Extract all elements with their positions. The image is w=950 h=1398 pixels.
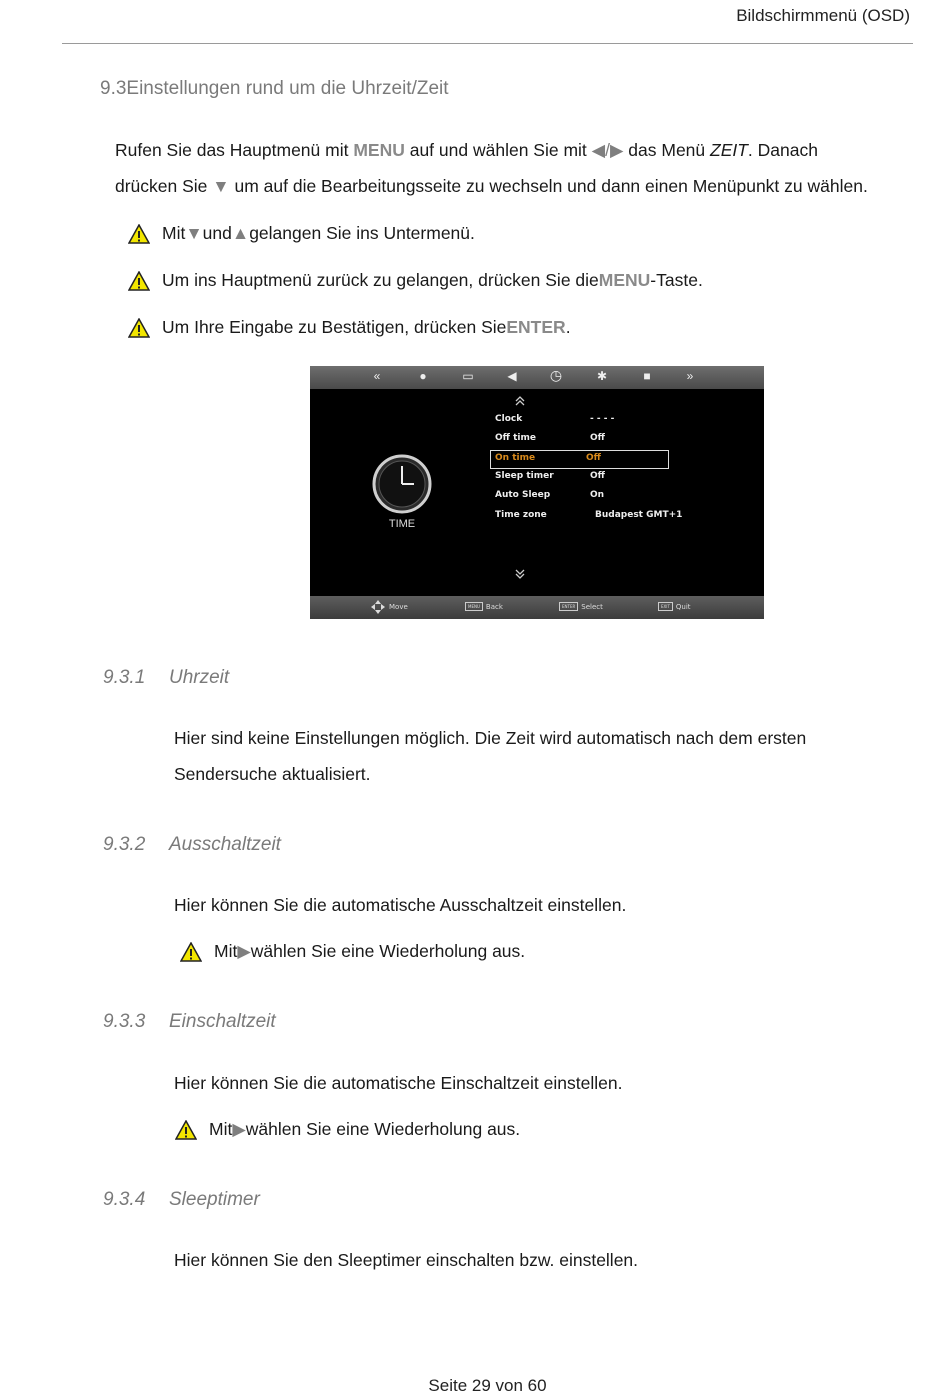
osd-back-hint: MENU Back xyxy=(465,602,503,611)
subsection-number: 9.3.1 xyxy=(103,667,146,688)
warning-icon xyxy=(175,1120,197,1140)
subsection-text: Hier sind keine Einstellungen möglich. Die Zeit wird automatisch nach dem ersten Sendersuche aktualisiert. xyxy=(174,728,807,784)
right-arrow-icon: ▶ xyxy=(237,941,251,961)
scroll-down-icon xyxy=(510,566,530,582)
intro-line-1: Rufen Sie das Hauptmenü mit MENU auf und wählen Sie mit ◀/▶ das Menü ZEIT. Danach xyxy=(115,140,818,160)
warning-icon xyxy=(180,942,202,962)
osd-select-hint: ENTER Select xyxy=(559,602,603,611)
warning-icon xyxy=(128,271,150,291)
gear-icon: ✱ xyxy=(596,369,608,383)
subsection-text: Hier können Sie den Sleeptimer einschalten bzw. einstellen. xyxy=(174,1250,639,1270)
osd-top-bar xyxy=(310,366,764,389)
subsection-title: Sleeptimer xyxy=(169,1189,260,1210)
sound-icon: ◀ xyxy=(507,369,517,383)
intro-paragraph xyxy=(115,132,868,204)
subsection-number: 9.3.3 xyxy=(103,1011,146,1032)
osd-row-clock[interactable]: Clock - - - - xyxy=(495,414,615,424)
down-arrow-icon: ▼ xyxy=(185,223,203,243)
osd-move-hint: Move xyxy=(370,599,408,615)
osd-row-sleep-timer[interactable]: Sleep timer Off xyxy=(495,471,605,481)
clock-label: TIME xyxy=(388,518,416,530)
dpad-icon xyxy=(370,599,386,615)
subsection-title: Uhrzeit xyxy=(169,667,230,688)
osd-quit-hint: EXIT Quit xyxy=(658,602,691,611)
enter-key-icon: ENTER xyxy=(559,602,578,611)
up-arrow-icon: ▲ xyxy=(231,223,250,243)
page-header-title: Bildschirmmenü (OSD) xyxy=(736,6,910,25)
subsection-note: Mit ▶ wählen Sie eine Wiederholung aus. xyxy=(180,941,525,962)
clock-icon xyxy=(372,454,432,514)
double-left-icon: « xyxy=(373,369,381,383)
right-arrow-icon: ▶ xyxy=(232,1119,246,1139)
double-right-icon: » xyxy=(686,369,694,383)
subsection-text: Hier können Sie die automatische Einschaltzeit einstellen. xyxy=(174,1073,623,1093)
intro-line-2: drücken Sie ▼ um auf die Bearbeitungsseite zu wechseln und dann einen Menüpunkt zu wählen. xyxy=(115,176,868,196)
warning-icon xyxy=(128,318,150,338)
left-right-arrows-icon: ◀/▶ xyxy=(591,140,624,160)
menu-key-icon: MENU xyxy=(465,602,483,611)
subsection-number: 9.3.4 xyxy=(103,1189,146,1210)
section-title: 9.3Einstellungen rund um die Uhrzeit/Zeit xyxy=(100,78,449,99)
scroll-up-icon xyxy=(510,393,530,409)
header-divider xyxy=(62,43,913,44)
osd-bottom-bar xyxy=(310,596,764,619)
subsection-text: Hier können Sie die automatische Ausschaltzeit einstellen. xyxy=(174,895,627,915)
note-menu-back: Um ins Hauptmenü zurück zu gelangen, drücken Sie die MENU -Taste. xyxy=(128,270,703,291)
warning-icon xyxy=(128,224,150,244)
osd-time-menu-screenshot xyxy=(310,366,764,619)
channel-icon: ▭ xyxy=(462,369,474,383)
subsection-title: Einschaltzeit xyxy=(169,1011,276,1032)
lock-icon: ■ xyxy=(643,369,651,383)
osd-row-off-time[interactable]: Off time Off xyxy=(495,433,605,443)
osd-row-auto-sleep[interactable]: Auto Sleep On xyxy=(495,490,605,500)
note-submenu: Mit ▼ und ▲ gelangen Sie ins Untermenü. xyxy=(128,223,475,244)
down-arrow-icon: ▼ xyxy=(212,176,230,196)
subsection-title: Ausschaltzeit xyxy=(169,834,281,855)
exit-key-icon: EXIT xyxy=(658,602,673,611)
page-number: Seite 29 von 60 xyxy=(428,1376,547,1395)
picture-icon: ● xyxy=(419,369,427,383)
osd-row-on-time[interactable]: On time Off xyxy=(490,450,669,469)
subsection-number: 9.3.2 xyxy=(103,834,146,855)
note-enter-confirm: Um Ihre Eingabe zu Bestätigen, drücken Sie ENTER . xyxy=(128,317,571,338)
osd-row-time-zone[interactable]: Time zone Budapest GMT+1 xyxy=(495,510,683,520)
subsection-note: Mit ▶ wählen Sie eine Wiederholung aus. xyxy=(175,1119,520,1140)
clock-tab-icon: ◷ xyxy=(549,367,563,383)
